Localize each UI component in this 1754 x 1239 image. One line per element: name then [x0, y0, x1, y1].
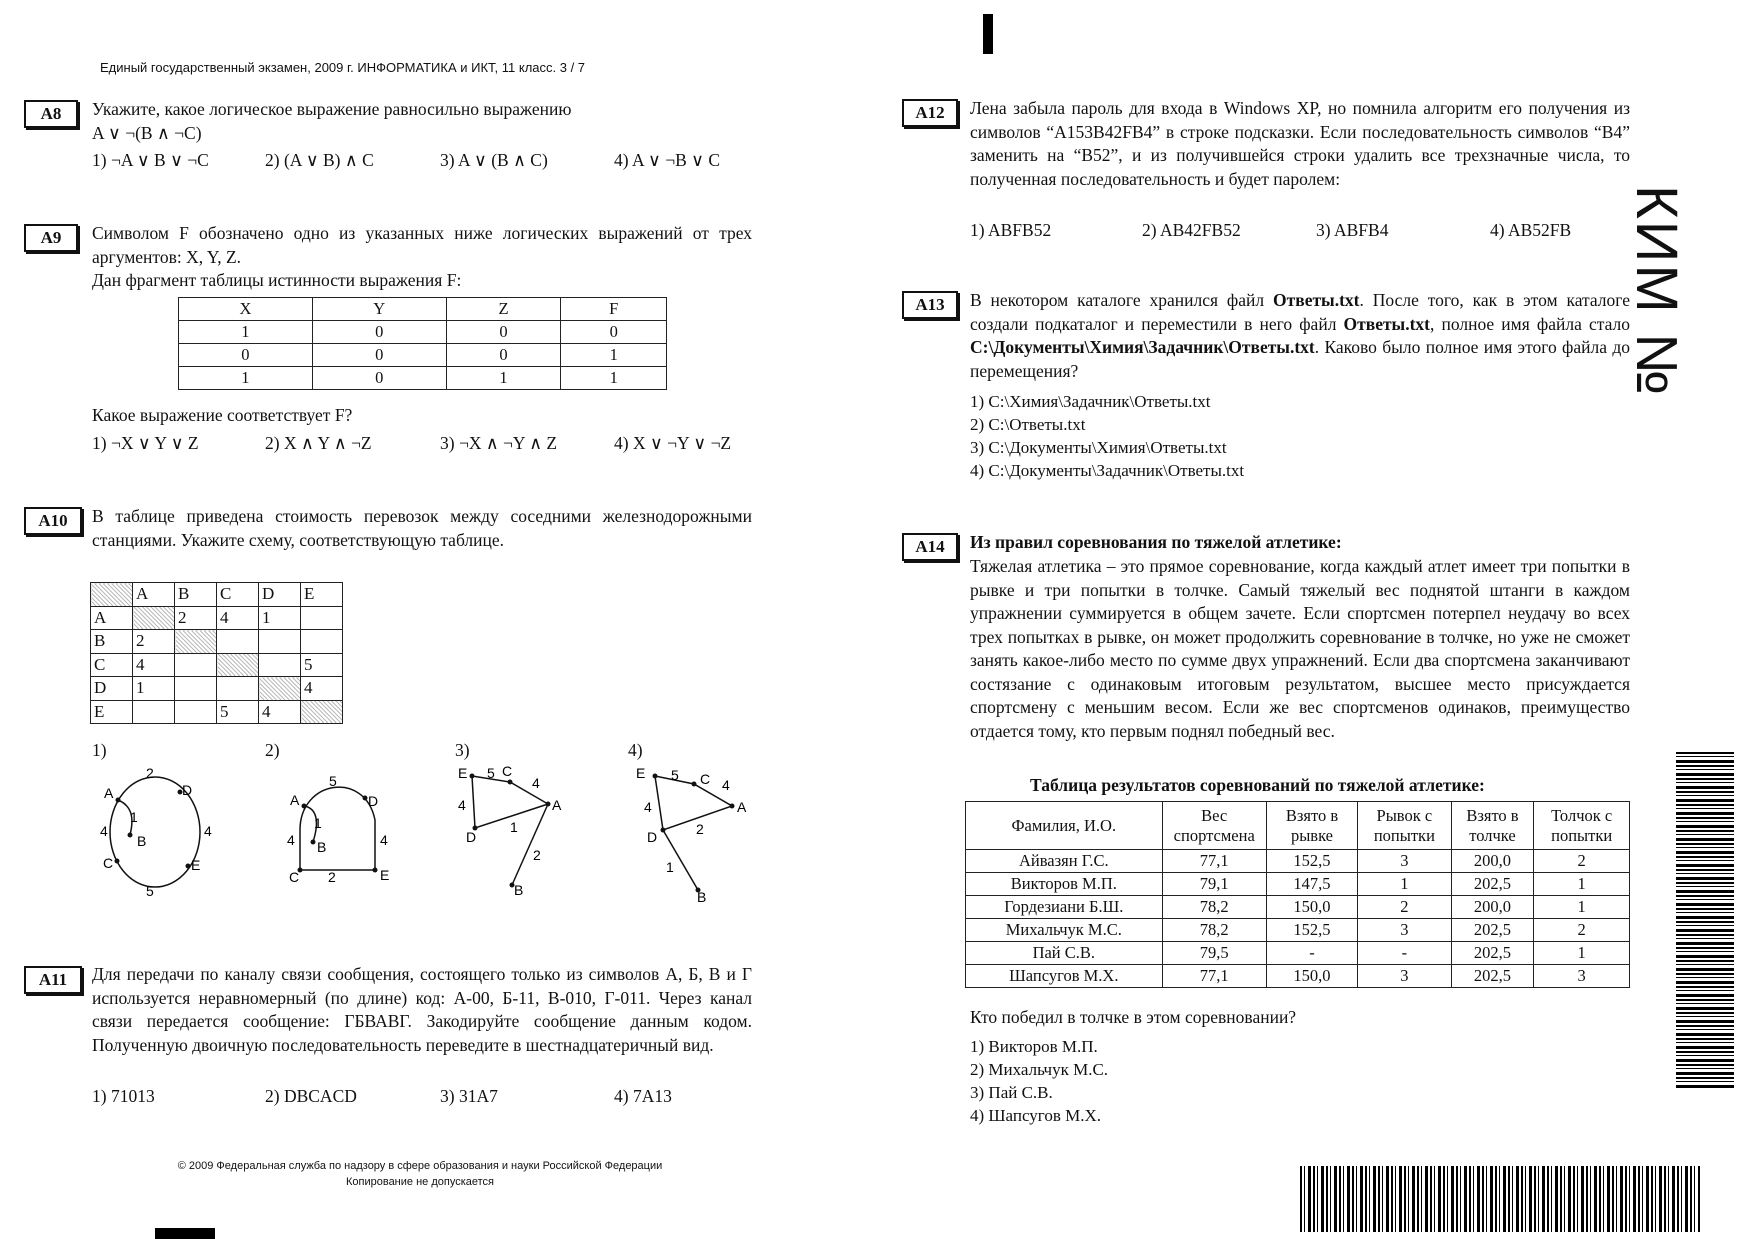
table-cell: 77,1 [1162, 965, 1266, 988]
table-cell: Шапсугов М.Х. [966, 965, 1163, 988]
a9-th-y: Y [312, 298, 446, 321]
page-footer [150, 1158, 690, 1190]
question-a12-label: A12 [902, 99, 958, 127]
table-cell: 1 [179, 367, 313, 390]
table-cell: 1 [1534, 873, 1630, 896]
table-cell: 202,5 [1451, 873, 1534, 896]
a9-answer-1[interactable]: 1) ¬X ∨ Y ∨ Z [92, 433, 199, 453]
table-cell: 4 [259, 700, 301, 724]
table-cell: - [1266, 942, 1357, 965]
a9-th-f: F [561, 298, 667, 321]
graph-weight: 1 [510, 819, 518, 835]
question-a9-line1: Символом F обозначено одно из указанных ниже логических выражений от трех аргументов: X, Y, Z. [92, 223, 752, 267]
scan-mark-top [983, 14, 993, 54]
table-cell [259, 653, 301, 677]
table-cell: A [91, 606, 133, 630]
graph-weight: 4 [532, 775, 540, 791]
table-cell: 79,5 [1162, 942, 1266, 965]
table-cell [259, 677, 301, 701]
table-cell [133, 700, 175, 724]
a9-truth-table [178, 297, 667, 390]
graph-node-e: E [380, 867, 390, 883]
table-row [91, 653, 343, 677]
table-cell: 0 [312, 344, 446, 367]
graph-node-e: E [636, 765, 646, 781]
a12-answer-4[interactable]: 4) AB52FB [1490, 220, 1572, 240]
a14-answer-3[interactable]: 3) Пай С.В. [970, 1083, 1053, 1102]
table-row [966, 896, 1630, 919]
a13-text-part3: , полное имя файла стало [1430, 313, 1630, 334]
table-cell [175, 653, 217, 677]
question-a13-text [970, 289, 1630, 383]
graph-weight: 4 [287, 832, 295, 848]
a10-option-4-label[interactable]: 4) [628, 740, 643, 760]
question-a8-line1: Укажите, какое логическое выражение равносильно выражению [92, 99, 572, 119]
table-header-cell: Фамилия, И.О. [966, 802, 1163, 850]
table-cell: 78,2 [1162, 919, 1266, 942]
graph-node-e: E [191, 857, 201, 873]
question-a8-label: A8 [24, 100, 78, 128]
table-header-cell: Толчок с попытки [1534, 802, 1630, 850]
table-cell [217, 677, 259, 701]
graph-node-a: A [737, 799, 747, 815]
a12-answer-3[interactable]: 3) ABFB4 [1316, 220, 1389, 240]
table-cell: C [217, 583, 259, 607]
table-cell [91, 583, 133, 607]
a9-table-header [179, 298, 667, 321]
table-cell: D [91, 677, 133, 701]
table-cell: B [91, 630, 133, 654]
table-cell [259, 630, 301, 654]
table-header-cell: Вес спортсмена [1162, 802, 1266, 850]
a10-graph-3[interactable] [450, 760, 590, 905]
a9-answer-4[interactable]: 4) X ∨ ¬Y ∨ ¬Z [614, 433, 732, 453]
graph-node-b: B [697, 889, 707, 905]
graph-weight: 4 [380, 832, 388, 848]
a13-answer-3[interactable]: 3) C:\Документы\Химия\Ответы.txt [970, 438, 1227, 457]
graph-node-c: C [289, 869, 300, 885]
graph-node-b: B [137, 833, 147, 849]
a13-answer-2[interactable]: 2) C:\Ответы.txt [970, 415, 1086, 434]
question-a11-label: A11 [24, 966, 82, 994]
a11-answer-4[interactable]: 4) 7A13 [614, 1086, 672, 1106]
a13-filename-1: Ответы.txt [1273, 290, 1360, 310]
a14-answer-1[interactable]: 1) Викторов М.П. [970, 1037, 1098, 1056]
graph-weight: 4 [644, 799, 652, 815]
graph-weight: 5 [146, 883, 154, 899]
table-row [91, 700, 343, 724]
table-cell: D [259, 583, 301, 607]
graph-node-d: D [368, 793, 379, 809]
table-row [91, 606, 343, 630]
table-header-cell: Рывок с попытки [1358, 802, 1451, 850]
footer-copy-notice: Копирование не допускается [345, 1176, 494, 1188]
question-a8-text [92, 98, 752, 145]
graph-weight: 1 [314, 815, 322, 831]
scan-mark-bottom [155, 1228, 215, 1239]
graph-node-a: A [552, 797, 562, 813]
table-cell: 2 [133, 630, 175, 654]
table-cell: Пай С.В. [966, 942, 1163, 965]
page-header: Единый государственный экзамен, 2009 г. ИНФОРМАТИКА и ИКТ, 11 класс. 3 / 7 [100, 60, 586, 75]
graph-node-a: A [104, 785, 114, 801]
table-cell: Михальчук М.С. [966, 919, 1163, 942]
table-cell: 2 [1534, 919, 1630, 942]
question-a12-text: Лена забыла пароль для входа в Windows XP, но помнила алгоритм его получения из символов “A153B42FB4” в строке подсказки. Если последовательность символов “B4” заменить на “B52”, и из получившейся строки удалить все трехзначные числа, то полученная последовательность и будет паролем: [970, 98, 1630, 189]
graph-node-d: D [647, 829, 658, 845]
table-row [91, 630, 343, 654]
table-cell [133, 606, 175, 630]
question-a9-label: A9 [24, 224, 78, 252]
table-cell: 1 [179, 321, 313, 344]
question-a9-text [92, 222, 752, 293]
a11-answer-2[interactable]: 2) DBCACD [265, 1086, 357, 1106]
a14-table-title: Таблица результатов соревнований по тяжелой атлетике: [1030, 775, 1485, 795]
a14-results-table [965, 801, 1630, 988]
graph-node-c: C [103, 855, 114, 871]
table-cell: 202,5 [1451, 965, 1534, 988]
a10-option-1-label[interactable]: 1) [92, 740, 107, 760]
question-a10-text: В таблице приведена стоимость перевозок между соседними железнодорожными станциями. Укажите схему, соответствующую таблице. [92, 506, 752, 550]
table-cell: 3 [1358, 919, 1451, 942]
table-row [966, 850, 1630, 873]
graph-weight: 1 [666, 859, 674, 875]
table-cell [301, 606, 343, 630]
table-cell: 1 [1358, 873, 1451, 896]
a13-answer-4[interactable]: 4) C:\Документы\Задачник\Ответы.txt [970, 461, 1245, 480]
table-cell: 77,1 [1162, 850, 1266, 873]
table-cell: 5 [301, 653, 343, 677]
graph-node-a: A [290, 792, 300, 808]
table-cell: 1 [259, 606, 301, 630]
a14-question: Кто победил в толчке в этом соревновании? [970, 1007, 1297, 1027]
table-row [179, 344, 667, 367]
graph-node-b: B [514, 882, 524, 898]
graph-node-d: D [182, 782, 193, 798]
table-cell: B [175, 583, 217, 607]
table-cell [217, 630, 259, 654]
graph-weight: 5 [671, 767, 679, 783]
question-a9-line2: Дан фрагмент таблицы истинности выражения F: [92, 270, 462, 290]
graph-weight: 4 [100, 823, 108, 839]
table-cell: Викторов М.П. [966, 873, 1163, 896]
table-cell [301, 630, 343, 654]
a9-answer-2[interactable]: 2) X ∧ Y ∧ ¬Z [265, 433, 372, 453]
table-row [91, 677, 343, 701]
a14-title: Из правил соревнования по тяжелой атлетике: [970, 532, 1342, 552]
table-row [966, 942, 1630, 965]
graph-weight: 4 [204, 823, 212, 839]
table-row [179, 321, 667, 344]
kim-number-label: КИМ № [1624, 185, 1689, 398]
table-cell: E [91, 700, 133, 724]
table-cell: 152,5 [1266, 919, 1357, 942]
table-cell: 0 [179, 344, 313, 367]
a14-answer-2[interactable]: 2) Михальчук М.С. [970, 1060, 1109, 1079]
table-cell: 1 [1534, 896, 1630, 919]
a11-answer-1[interactable]: 1) 71013 [92, 1086, 155, 1106]
table-cell: 5 [217, 700, 259, 724]
table-cell: 0 [561, 321, 667, 344]
table-cell: 1 [446, 367, 561, 390]
table-cell: 3 [1358, 965, 1451, 988]
table-cell [175, 700, 217, 724]
a8-answer-2[interactable]: 2) (A ∨ B) ∧ C [265, 150, 374, 170]
table-cell: 150,0 [1266, 965, 1357, 988]
table-row [966, 919, 1630, 942]
a11-answer-3[interactable]: 3) 31A7 [440, 1086, 498, 1106]
graph-weight: 2 [696, 821, 704, 837]
graph-weight: 5 [329, 773, 337, 789]
a12-answer-2[interactable]: 2) AB42FB52 [1142, 220, 1241, 240]
graph-node-c: C [700, 771, 711, 787]
graph-weight: 5 [487, 765, 495, 781]
graph-node-c: C [502, 763, 513, 779]
table-header-cell: Взято в рывке [1266, 802, 1357, 850]
a10-option-3-label[interactable]: 3) [455, 740, 470, 760]
a13-text-part1: В некотором каталоге хранился файл [970, 290, 1274, 310]
graph-weight: 1 [130, 809, 138, 825]
a9-answer-3[interactable]: 3) ¬X ∧ ¬Y ∧ Z [440, 433, 558, 453]
table-cell [301, 700, 343, 724]
graph-node-d: D [466, 829, 477, 845]
graph-weight: 2 [146, 765, 154, 781]
table-cell: 200,0 [1451, 896, 1534, 919]
table-cell: 1 [133, 677, 175, 701]
a8-answer-3[interactable]: 3) A ∨ (B ∧ C) [440, 150, 548, 170]
table-cell: 1 [561, 344, 667, 367]
a9-question: Какое выражение соответствует F? [92, 405, 353, 425]
a9-th-z: Z [446, 298, 561, 321]
table-row [966, 965, 1630, 988]
barcode-vertical [1676, 752, 1734, 1088]
table-cell: 0 [446, 321, 561, 344]
graph-weight: 2 [533, 847, 541, 863]
table-cell [217, 653, 259, 677]
a14-answer-4[interactable]: 4) Шапсугов М.Х. [970, 1106, 1102, 1125]
a8-answer-1[interactable]: 1) ¬A ∨ B ∨ ¬C [92, 150, 209, 170]
a13-text-part4: . Каково было полное имя этого файла до перемещения? [970, 337, 1630, 381]
table-cell: C [91, 653, 133, 677]
a13-answer-1[interactable]: 1) C:\Химия\Задачник\Ответы.txt [970, 392, 1211, 411]
table-cell: 202,5 [1451, 942, 1534, 965]
table-row [91, 583, 343, 607]
a10-graph-1[interactable] [90, 760, 240, 900]
table-cell: 2 [1534, 850, 1630, 873]
table-cell [175, 677, 217, 701]
table-cell: 4 [301, 677, 343, 701]
question-a14-text: Тяжелая атлетика – это прямое соревнование, когда каждый атлет имеет три попытки в рывке и три попытки в толчке. Самый тяжелый вес поднятой штанги в каждом упражнении суммируется в общем зачете. Если спортсмен потерпел неудачу во всех трех попытках в рывке, он может продолжить соревнование в толчке, но уже не сможет занять какое-либо место по сумме двух упражнений. Если два спортсмена заканчивают состязание с одинаковым итоговым результатом, высшее место присуждается спортсмену с меньшим весом. Если же вес спортсменов одинаков, преимущество отдается тому, кто первым поднял победный вес. [970, 556, 1630, 741]
barcode-horizontal [1300, 1166, 1700, 1232]
graph-weight: 4 [458, 797, 466, 813]
question-a11-text: Для передачи по каналу связи сообщения, состоящего только из символов А, Б, В и Г используется неравномерный (по длине) код: А-00, Б-11, В-010, Г-011. Через канал связи передается сообщение: ГБВАВГ. Закодируйте сообщение данным кодом. Полученную двоичную последовательность переведите в шестнадцатеричный вид. [92, 964, 752, 1055]
a10-option-2-label[interactable]: 2) [265, 740, 280, 760]
a10-graph-2[interactable] [280, 760, 430, 900]
table-cell: 2 [175, 606, 217, 630]
table-row [179, 367, 667, 390]
table-cell: 147,5 [1266, 873, 1357, 896]
table-cell: E [301, 583, 343, 607]
table-cell: 1 [1534, 942, 1630, 965]
table-cell: - [1358, 942, 1451, 965]
graph-node-b: B [317, 839, 327, 855]
a13-full-path: C:\Документы\Химия\Задачник\Ответы.txt [970, 337, 1315, 357]
table-row [966, 873, 1630, 896]
question-a8-expression: A ∨ ¬(B ∧ ¬C) [92, 122, 202, 143]
table-cell: 152,5 [1266, 850, 1357, 873]
question-a13-label: A13 [902, 291, 958, 319]
table-cell: 202,5 [1451, 919, 1534, 942]
a12-answer-1[interactable]: 1) ABFB52 [970, 220, 1052, 240]
a10-graph-4[interactable] [630, 760, 770, 910]
table-cell: Гордезиани Б.Ш. [966, 896, 1163, 919]
table-cell: 150,0 [1266, 896, 1357, 919]
table-cell: 0 [446, 344, 561, 367]
table-cell: 200,0 [1451, 850, 1534, 873]
a10-cost-table [90, 582, 343, 724]
table-cell: 0 [312, 321, 446, 344]
a9-th-x: X [179, 298, 313, 321]
table-cell: 0 [312, 367, 446, 390]
table-cell [175, 630, 217, 654]
table-cell: 79,1 [1162, 873, 1266, 896]
a8-answer-4[interactable]: 4) A ∨ ¬B ∨ C [614, 150, 720, 170]
table-cell: A [133, 583, 175, 607]
graph-weight: 2 [328, 869, 336, 885]
table-cell: 4 [133, 653, 175, 677]
table-cell: 3 [1534, 965, 1630, 988]
table-cell: 2 [1358, 896, 1451, 919]
footer-copyright: © 2009 Федеральная служба по надзору в сфере образования и науки Российской Федерации [177, 1160, 663, 1172]
table-cell: 3 [1358, 850, 1451, 873]
a14-table-header [966, 802, 1630, 850]
question-a14-label: A14 [902, 533, 958, 561]
table-cell: 1 [561, 367, 667, 390]
a13-text-part2: . После того, как в этом каталоге создали подкаталог и переместили в него файл [970, 290, 1630, 334]
graph-node-e: E [458, 765, 468, 781]
table-header-cell: Взято в толчке [1451, 802, 1534, 850]
table-cell: Айвазян Г.С. [966, 850, 1163, 873]
graph-weight: 4 [722, 777, 730, 793]
a13-filename-2: Ответы.txt [1343, 313, 1430, 334]
table-cell: 78,2 [1162, 896, 1266, 919]
question-a10-label: A10 [24, 507, 82, 535]
table-cell: 4 [217, 606, 259, 630]
